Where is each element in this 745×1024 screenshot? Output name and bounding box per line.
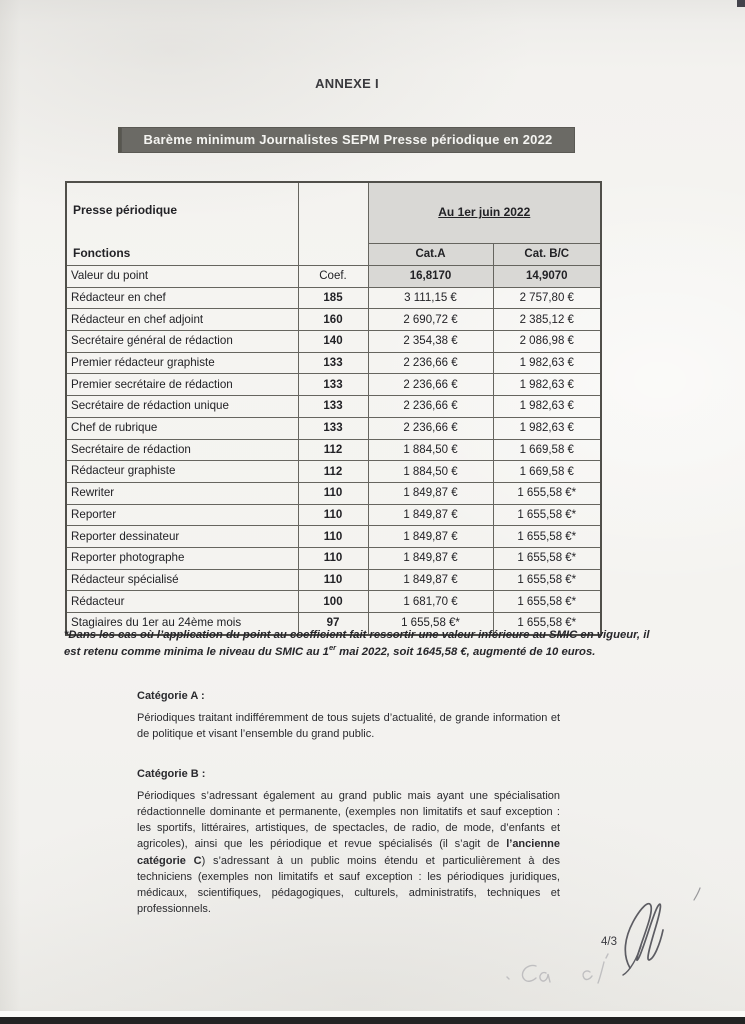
table-row (66, 591, 601, 613)
header-cell-cat-b: Cat. B/C (493, 244, 601, 266)
cell-fonction: Secrétaire général de rédaction (66, 331, 298, 353)
table-row (66, 504, 601, 526)
cell-coef: 112 (298, 461, 368, 483)
cell-fonction: Rédacteur spécialisé (66, 569, 298, 591)
cell-fonction: Secrétaire de rédaction (66, 439, 298, 461)
footnote-text: *Dans les cas où l’application du point au coefficient fait ressortir une valeur inférieure au SMIC en vigueur, il est retenu comme minima le niveau du SMIC au 1 (64, 629, 650, 659)
cell-coef: 160 (298, 309, 368, 331)
cell-fonction: Rewriter (66, 482, 298, 504)
cell-fonction: Valeur du point (66, 266, 298, 288)
table-row (66, 439, 601, 461)
cell-coef: 110 (298, 569, 368, 591)
cell-cat-b: 2 385,12 € (493, 309, 601, 331)
footnote-text-end: mai 2022, soit 1645,58 €, augmenté de 10 euros. (336, 646, 596, 659)
cell-cat-a: 1 884,50 € (368, 461, 493, 483)
table-row (66, 266, 601, 288)
categorie-a-heading: Catégorie A : (137, 690, 205, 702)
cell-fonction: Chef de rubrique (66, 417, 298, 439)
cell-fonction: Reporter dessinateur (66, 526, 298, 548)
faint-handwriting (507, 954, 608, 983)
cell-coef: 110 (298, 504, 368, 526)
cell-cat-b: 2 086,98 € (493, 331, 601, 353)
cell-cat-b: 1 982,63 € (493, 352, 601, 374)
cell-cat-a: 1 849,87 € (368, 526, 493, 548)
header-label-fonctions: Fonctions (73, 245, 131, 260)
cell-fonction: Reporter (66, 504, 298, 526)
cell-coef: 110 (298, 526, 368, 548)
cell-coef: 110 (298, 547, 368, 569)
scan-edge-dark (0, 1017, 745, 1024)
cell-cat-a: 2 354,38 € (368, 331, 493, 353)
table-row (66, 461, 601, 483)
cell-cat-b: 1 655,58 €* (493, 613, 601, 635)
cell-fonction: Reporter photographe (66, 547, 298, 569)
cell-coef: 185 (298, 287, 368, 309)
table-row (66, 526, 601, 548)
cell-fonction: Rédacteur en chef (66, 287, 298, 309)
cell-coef: Coef. (298, 266, 368, 288)
footnote-superscript: er (328, 643, 337, 653)
table-row (66, 374, 601, 396)
table-row (66, 569, 601, 591)
cell-cat-b: 1 982,63 € (493, 396, 601, 418)
header-cell-cat-a: Cat.A (368, 244, 493, 266)
cell-cat-a: 2 236,66 € (368, 396, 493, 418)
cell-coef: 140 (298, 331, 368, 353)
cell-fonction: Secrétaire de rédaction unique (66, 396, 298, 418)
cell-cat-a: 1 681,70 € (368, 591, 493, 613)
table-row (66, 396, 601, 418)
cell-cat-a: 2 690,72 € (368, 309, 493, 331)
header-label-date: Au 1er juin 2022 (438, 205, 531, 220)
cell-coef: 133 (298, 417, 368, 439)
cell-cat-b: 1 655,58 €* (493, 504, 601, 526)
table-row (66, 352, 601, 374)
cell-cat-a: 2 236,66 € (368, 374, 493, 396)
cell-cat-b: 1 655,58 €* (493, 591, 601, 613)
cell-coef: 97 (298, 613, 368, 635)
scan-corner-artifact (737, 0, 745, 7)
header-cell-fonctions (66, 182, 298, 266)
salary-scale-table (65, 181, 602, 636)
annexe-title: ANNEXE I (315, 76, 379, 91)
smic-footnote (64, 627, 664, 661)
cell-fonction: Rédacteur (66, 591, 298, 613)
cell-fonction: Premier secrétaire de rédaction (66, 374, 298, 396)
categorie-b-text-end: ) s’adressant à un public moins étendu et particulièrement à des techniciens (exemples non limitatifs et sauf exception : les périodiques juridiques, médicaux, scientifiques, pédagogiques, culturels, administratifs, techniques et professionnels. (137, 854, 560, 916)
cell-cat-a: 1 849,87 € (368, 547, 493, 569)
cell-cat-a: 2 236,66 € (368, 417, 493, 439)
categorie-b-bold-text: l’ancienne catégorie C (137, 838, 560, 867)
signature-scribble (623, 888, 700, 975)
cell-cat-a: 1 849,87 € (368, 569, 493, 591)
cell-coef: 110 (298, 482, 368, 504)
page-number: 4/3 (601, 936, 617, 948)
cell-cat-b: 1 655,58 €* (493, 482, 601, 504)
cell-coef: 133 (298, 352, 368, 374)
table-header-row-top (66, 182, 601, 244)
table-row (66, 417, 601, 439)
categorie-a-paragraph: Périodiques traitant indifféremment de tous sujets d’actualité, de grande information et de politique et visant l’ensemble du grand public. (137, 712, 560, 741)
table-row (66, 309, 601, 331)
cell-cat-b: 1 655,58 €* (493, 547, 601, 569)
table-row (66, 287, 601, 309)
cell-cat-a: 2 236,66 € (368, 352, 493, 374)
cell-cat-b: 1 655,58 €* (493, 526, 601, 548)
cell-coef: 112 (298, 439, 368, 461)
cell-cat-a: 1 849,87 € (368, 482, 493, 504)
cell-fonction: Rédacteur en chef adjoint (66, 309, 298, 331)
cell-cat-b: 2 757,80 € (493, 287, 601, 309)
cell-cat-b: 1 982,63 € (493, 374, 601, 396)
cell-cat-a: 1 849,87 € (368, 504, 493, 526)
cell-cat-b: 1 982,63 € (493, 417, 601, 439)
cell-coef: 100 (298, 591, 368, 613)
cell-cat-a: 3 111,15 € (368, 287, 493, 309)
table-row (66, 482, 601, 504)
header-cell-date (368, 182, 601, 244)
cell-fonction: Rédacteur graphiste (66, 461, 298, 483)
cell-cat-b: 1 669,58 € (493, 439, 601, 461)
header-cell-empty (298, 182, 368, 266)
cell-cat-a: 16,8170 (368, 266, 493, 288)
cell-cat-b: 14,9070 (493, 266, 601, 288)
cell-cat-b: 1 669,58 € (493, 461, 601, 483)
header-label-presse-periodique: Presse périodique (73, 202, 178, 217)
table-row (66, 547, 601, 569)
table-row (66, 331, 601, 353)
categorie-b-text: Périodiques s’adressant également au grand public mais ayant une spécialisation rédactionnelle dominante et permanente, (exemples non limitatifs et sauf exception : les sportifs, littéraires, artistiques, de spectacles, de radio, de mode, d’enfants et agricoles), ainsi que les périodique et revue spécialisés (il s’agit de (137, 790, 560, 851)
cell-fonction: Premier rédacteur graphiste (66, 352, 298, 374)
cell-fonction: Stagiaires du 1er au 24ème mois (66, 613, 298, 635)
cell-coef: 133 (298, 374, 368, 396)
cell-cat-a: 1 884,50 € (368, 439, 493, 461)
cell-cat-b: 1 655,58 €* (493, 569, 601, 591)
categorie-b-heading: Catégorie B : (137, 768, 206, 780)
categorie-b-paragraph (137, 788, 560, 917)
document-banner-title: Barème minimum Journalistes SEPM Presse périodique en 2022 (118, 127, 575, 153)
cell-coef: 133 (298, 396, 368, 418)
cell-cat-a: 1 655,58 €* (368, 613, 493, 635)
